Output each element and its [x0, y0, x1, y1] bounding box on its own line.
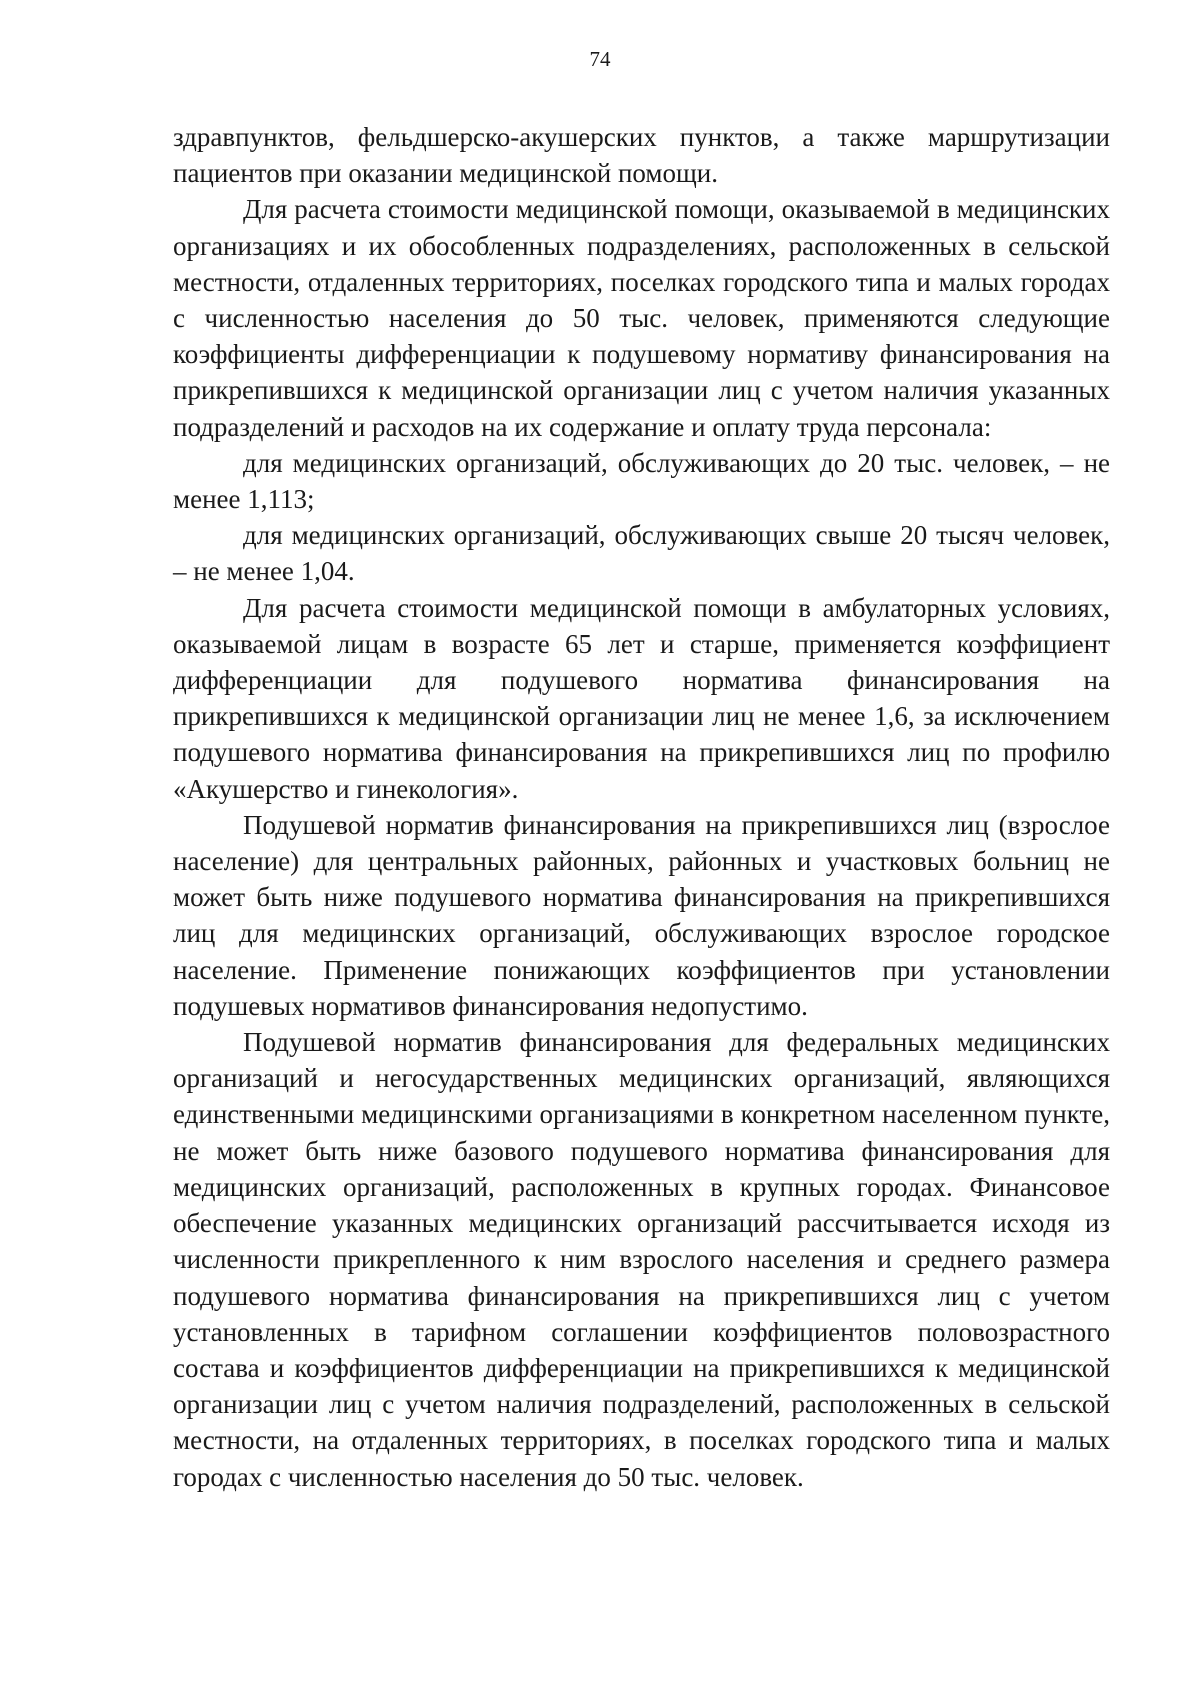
- paragraph-rural-coefficients: Для расчета стоимости медицинской помощи, оказываемой в медицинских организациях и их обособленных подразделениях, расположенных в сельской местности, отдаленных территориях, поселках городского типа и малых городах с численностью населения до 50 тыс. человек, применяются следующие коэффициенты дифференциации к подушевому нормативу финансирования на прикрепившихся к медицинской организации лиц с учетом наличия указанных подразделений и расходов на их содержание и оплату труда персонала:: [173, 194, 1110, 442]
- paragraph-age-65-coefficient: Для расчета стоимости медицинской помощи в амбулаторных условиях, оказываемой лицам в возрасте 65 лет и старше, применяется коэффициент дифференциации для подушевого норматива финансирования на прикрепившихся к медицинской организации лиц не менее 1,6, за исключением подушевого норматива финансирования на прикрепившихся лиц по профилю «Акушерство и гинекология».: [173, 592, 1110, 804]
- paragraph-federal-organizations: Подушевой норматив финансирования для федеральных медицинских организаций и негосударственных медицинских организаций, являющихся единственными медицинскими организациями в конкретном населенном пункте, не может быть ниже базового подушевого норматива финансирования для медицинских организаций, расположенных в крупных городах. Финансовое обеспечение указанных медицинских организаций рассчитывается исходя из численности прикрепленного к ним взрослого населения и среднего размера подушевого норматива финансирования на прикрепившихся лиц с учетом установленных в тарифном соглашении коэффициентов половозрастного состава и коэффициентов дифференциации на прикрепившихся к медицинской организации лиц с учетом наличия подразделений, расположенных в сельской местности, на отдаленных территориях, в поселках городского типа и малых городах с численностью населения до 50 тыс. человек.: [173, 1027, 1110, 1492]
- paragraph-continuation: здравпунктов, фельдшерско-акушерских пунктов, а также маршрутизации пациентов при оказании медицинской помощи.: [173, 122, 1110, 189]
- paragraph-adult-population-hospitals: Подушевой норматив финансирования на прикрепившихся лиц (взрослое население) для центральных районных, районных и участковых больниц не может быть ниже подушевого норматива финансирования на прикрепившихся лиц для медицинских организаций, обслуживающих взрослое городское население. Применение понижающих коэффициентов при установлении подушевых нормативов финансирования недопустимо.: [173, 809, 1110, 1021]
- paragraph-coefficient-over-20k: для медицинских организаций, обслуживающих свыше 20 тысяч человек, – не менее 1,04.: [173, 520, 1110, 587]
- paragraph-coefficient-under-20k: для медицинских организаций, обслуживающих до 20 тыс. человек, – не менее 1,113;: [173, 447, 1110, 515]
- page-number: 74: [589, 47, 611, 71]
- document-body: [173, 119, 1110, 1495]
